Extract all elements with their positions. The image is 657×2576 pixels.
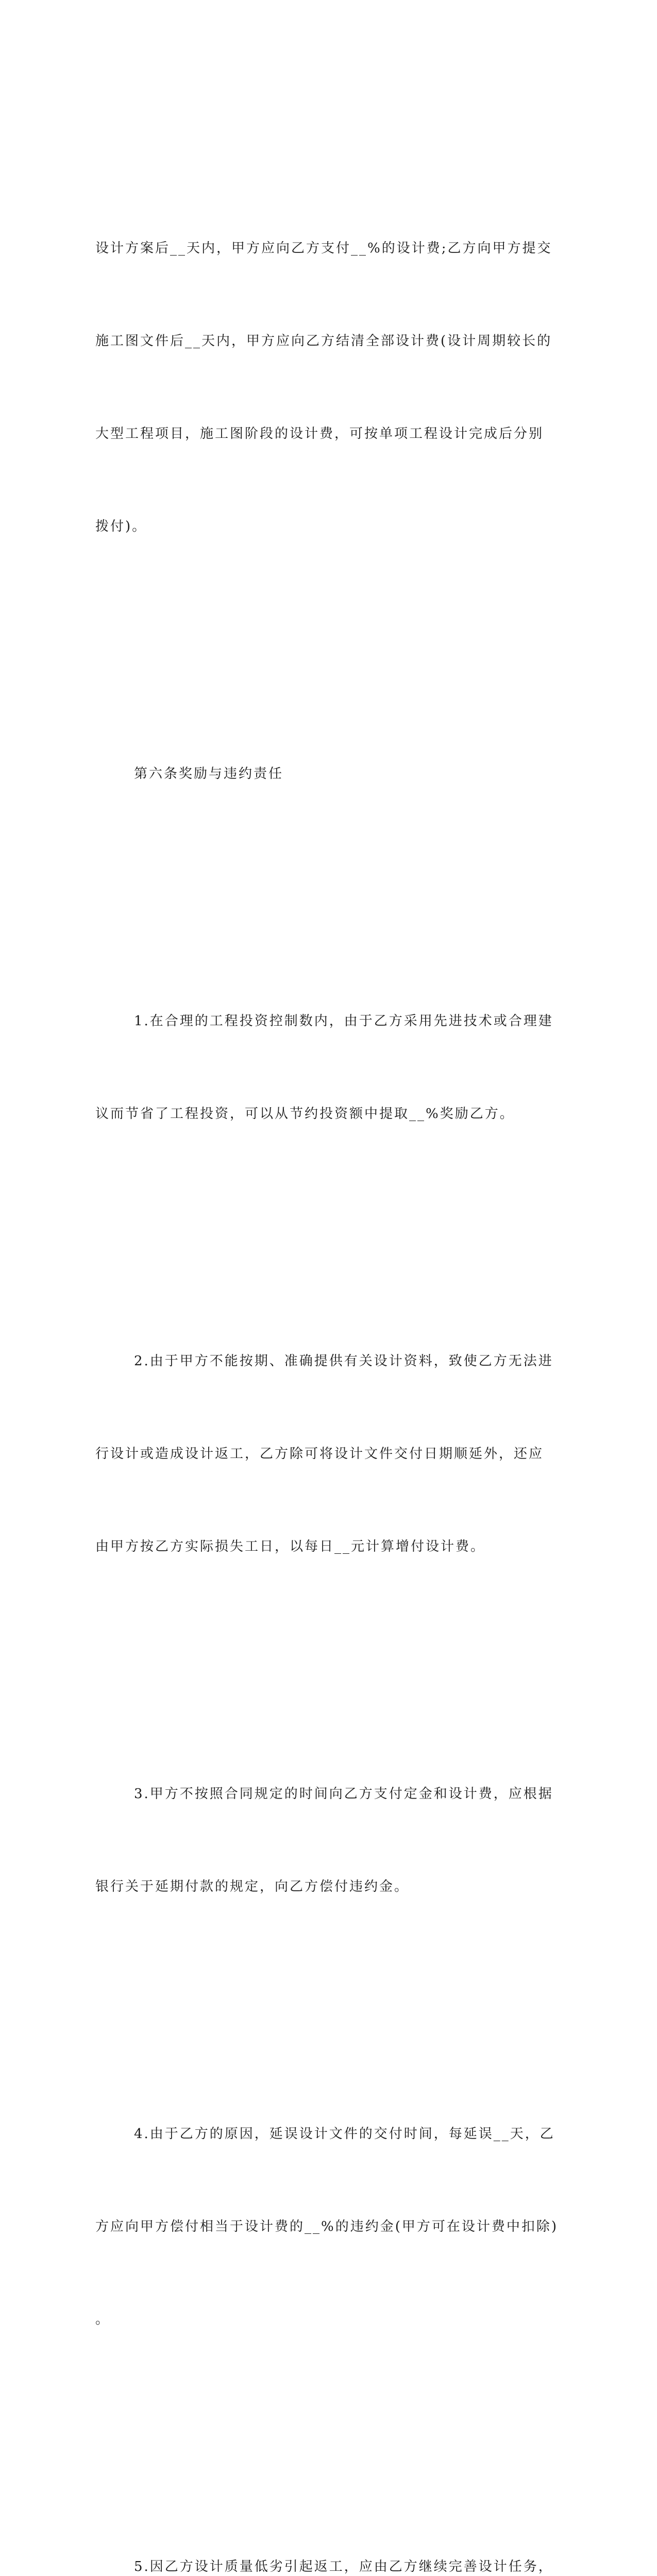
text-line: 拨付)。 — [95, 519, 147, 534]
paragraph-clause-4 — [95, 2057, 559, 2397]
paragraph-clause-2 — [95, 1284, 559, 1624]
text-line: 施工图文件后__天内，甲方应向乙方结清全部设计费(设计周期较长的 — [95, 333, 552, 349]
paragraph-clause-5 — [95, 2489, 559, 2576]
text-line: 2.由于甲方不能按期、准确提供有关设计资料，致使乙方无法进 — [134, 1353, 553, 1369]
text-line: 5.因乙方设计质量低劣引起返工，应由乙方继续完善设计任务， — [134, 2559, 553, 2574]
paragraph-clause-3 — [95, 1717, 559, 1964]
section-heading: 第六条奖励与违约责任 — [134, 766, 284, 782]
paragraph-clause-1 — [95, 944, 559, 1191]
paragraph-payment-terms — [95, 171, 559, 604]
article-6-heading — [95, 697, 559, 851]
document-body — [95, 78, 559, 2576]
text-line: 大型工程项目，施工图阶段的设计费，可按单项工程设计完成后分别 — [95, 426, 544, 442]
text-line: 4.由于乙方的原因，延误设计文件的交付时间，每延误__天，乙 — [134, 2126, 555, 2142]
text-line: 行设计或造成设计返工，乙方除可将设计文件交付日期顺延外，还应 — [95, 1446, 544, 1462]
text-line: 银行关于延期付款的规定，向乙方偿付违约金。 — [95, 1879, 410, 1894]
text-line: 3.甲方不按照合同规定的时间向乙方支付定金和设计费，应根据 — [134, 1786, 553, 1802]
text-line: 1.在合理的工程投资控制数内，由于乙方采用先进技术或合理建 — [134, 1013, 553, 1029]
text-line: 。 — [95, 2312, 111, 2327]
text-line: 议而节省了工程投资，可以从节约投资额中提取__%奖励乙方。 — [95, 1106, 515, 1122]
text-line: 由甲方按乙方实际损失工日，以每日__元计算增付设计费。 — [95, 1539, 486, 1554]
text-line: 方应向甲方偿付相当于设计费的__%的违约金(甲方可在设计费中扣除) — [95, 2219, 558, 2234]
text-line: 设计方案后__天内，甲方应向乙方支付__%的设计费;乙方向甲方提交 — [95, 241, 552, 256]
